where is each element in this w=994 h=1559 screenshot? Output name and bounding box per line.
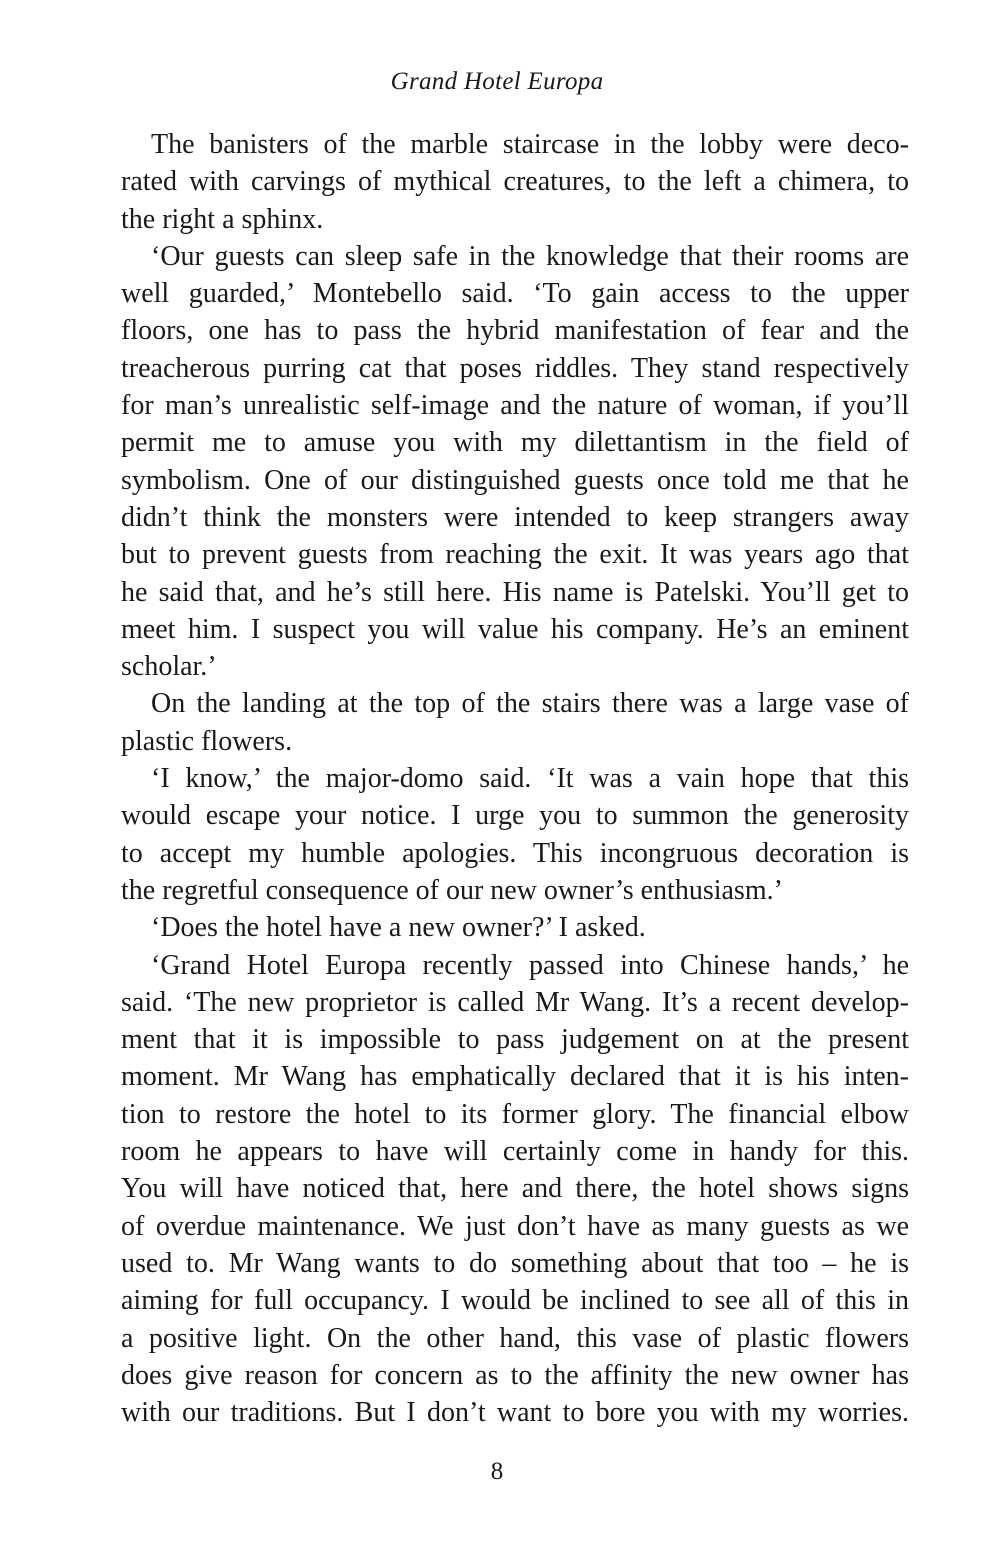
text-line: plastic flowers. [121, 725, 293, 757]
text-line: floors, one has to pass the hybrid manifestation of fear and the [121, 315, 909, 347]
text-line: the right a sphinx. [121, 203, 324, 235]
text-line: tion to restore the hotel to its former glory. The financial elbow [121, 1098, 909, 1130]
text-line: scholar.’ [121, 651, 217, 683]
text-line: but to prevent guests from reaching the exit. It was years ago that [121, 539, 909, 571]
text-line: does give reason for concern as to the affinity the new owner has [121, 1359, 909, 1391]
text-line: ment that it is impossible to pass judgement on at the present [121, 1024, 909, 1056]
paragraph [121, 947, 909, 1432]
text-line: for man’s unrealistic self-image and the nature of woman, if you’ll [121, 390, 909, 422]
text-line: to accept my humble apologies. This incongruous decoration is [121, 837, 909, 869]
text-line: treacherous purring cat that poses riddles. They stand respectively [121, 352, 909, 384]
text-line: The banisters of the marble staircase in the lobby were deco- [151, 129, 909, 160]
text-line: the regretful consequence of our new owner’s enthusiasm.’ [121, 874, 783, 906]
text-line: would escape your notice. I urge you to summon the generosity [121, 800, 909, 832]
text-line: ‘Grand Hotel Europa recently passed into Chinese hands,’ he [151, 949, 909, 981]
text-line: with our traditions. But I don’t want to bore you with my worries. [121, 1397, 909, 1429]
text-line: symbolism. One of our distinguished guests once told me that he [121, 464, 909, 496]
text-line: room he appears to have will certainly come in handy for this. [121, 1136, 909, 1168]
body-text [121, 126, 909, 1431]
text-line: moment. Mr Wang has emphatically declared that it is his inten- [121, 1061, 909, 1093]
text-line: he said that, and he’s still here. His name is Patelski. You’ll get to [121, 576, 909, 608]
text-line: used to. Mr Wang wants to do something about that too – he is [121, 1247, 909, 1279]
text-line: of overdue maintenance. We just don’t have as many guests as we [121, 1210, 909, 1242]
text-line: well guarded,’ Montebello said. ‘To gain access to the upper [121, 278, 909, 310]
paragraph [121, 760, 909, 909]
page-number: 8 [490, 1458, 504, 1485]
text-line: aiming for full occupancy. I would be inclined to see all of this in [121, 1285, 909, 1317]
text-line: On the landing at the top of the stairs there was a large vase of [151, 688, 909, 720]
paragraph [121, 685, 909, 760]
text-line: said. ‘The new proprietor is called Mr Wang. It’s a recent develop- [121, 986, 909, 1018]
paragraph [121, 126, 909, 238]
text-line: a positive light. On the other hand, this vase of plastic flowers [121, 1322, 909, 1354]
text-line: You will have noticed that, here and there, the hotel shows signs [121, 1173, 909, 1205]
text-line: didn’t think the monsters were intended to keep strangers away [121, 501, 909, 533]
running-head: Grand Hotel Europa [390, 68, 604, 95]
text-line: ‘Does the hotel have a new owner?’ I asked. [151, 912, 646, 944]
text-line: permit me to amuse you with my dilettantism in the field of [121, 427, 909, 459]
text-line: ‘I know,’ the major-domo said. ‘It was a vain hope that this [151, 763, 909, 795]
paragraph [121, 909, 909, 946]
text-line: rated with carvings of mythical creatures, to the left a chimera, to [121, 166, 909, 198]
text-line: ‘Our guests can sleep safe in the knowledge that their rooms are [151, 240, 909, 272]
text-line: meet him. I suspect you will value his company. He’s an eminent [121, 613, 909, 645]
paragraph [121, 238, 909, 686]
